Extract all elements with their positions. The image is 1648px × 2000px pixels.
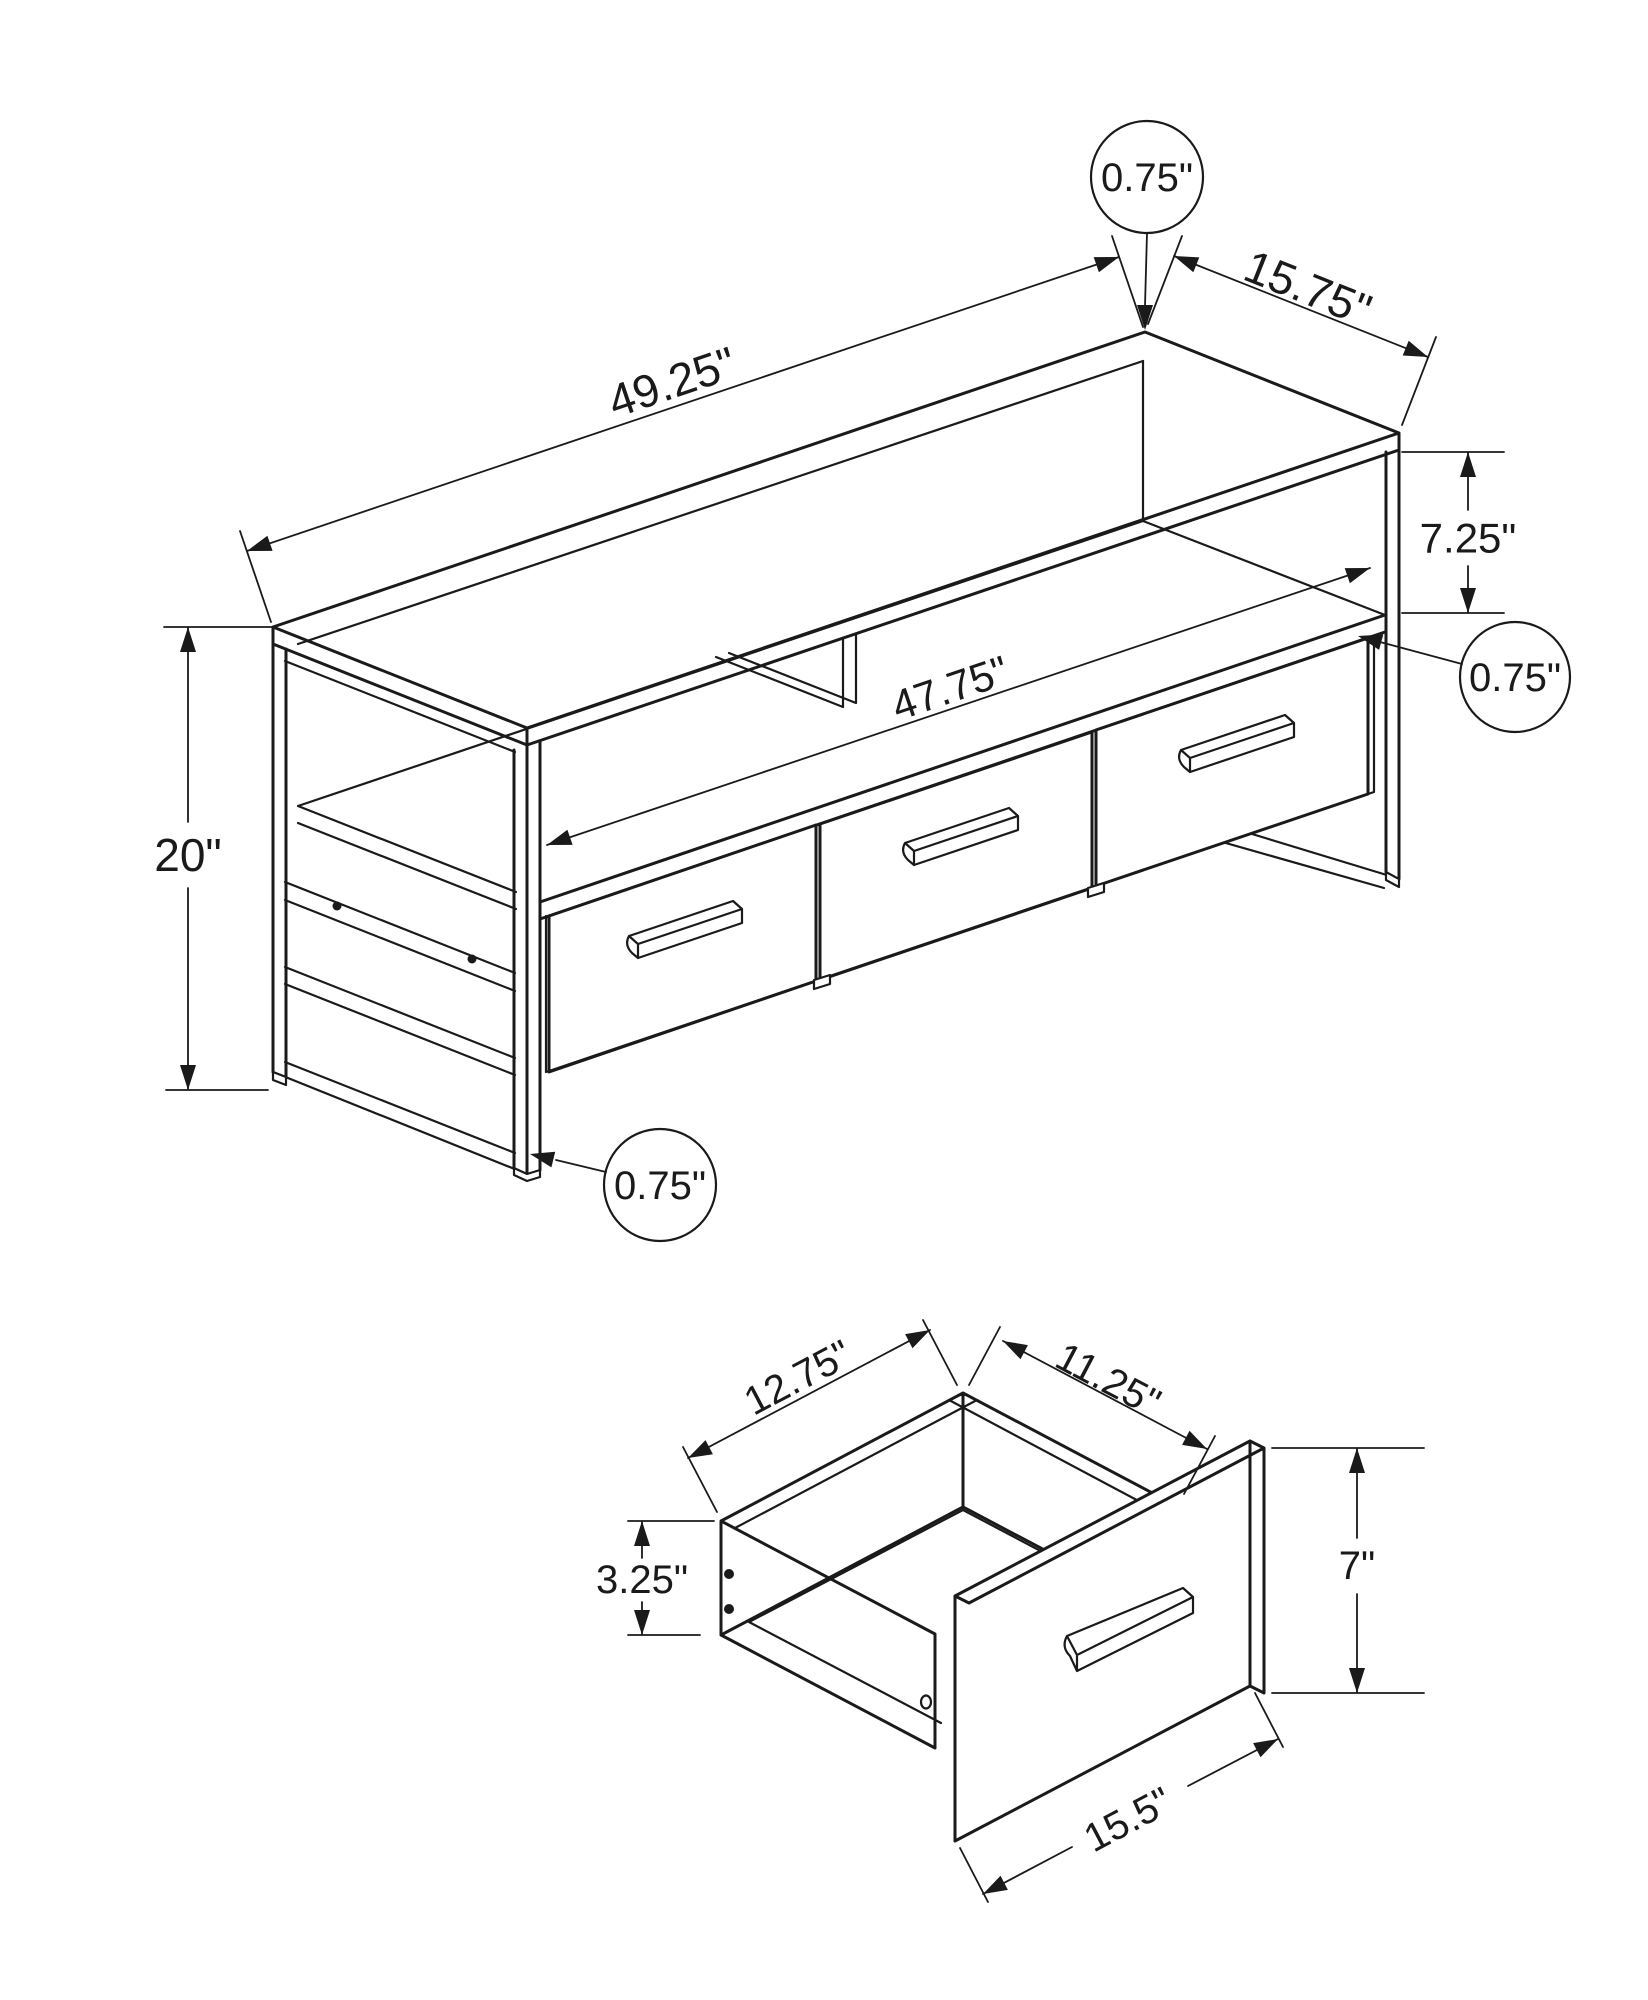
dim-shelf-clearance-label: 7.25" [1419,514,1517,562]
drawer-side-screw [724,1569,734,1579]
dim-height-20 [154,627,272,1090]
dim-depth-label: 15.75" [1237,239,1379,337]
dim-drawer-side-height-3-25 [596,1521,714,1635]
drawer-drawing [596,1320,1424,1902]
dim-opening-width-label: 47.75" [885,646,1015,730]
callout-leader [1145,233,1147,306]
callout-leader [556,1160,606,1172]
dim-drawer-inner-depth-label: 11.25" [1048,1334,1168,1426]
left-panel-screw [468,955,477,964]
drawer-side-screw [724,1604,734,1614]
dim-length-label: 49.25" [601,336,743,428]
callout-leader [1380,642,1462,664]
tv-stand-drawing [154,121,1570,1241]
dim-drawer-side-height-label: 3.25" [595,1558,689,1602]
dim-height-label: 20" [154,829,222,881]
dim-drawer-front-width-label: 15.5" [1077,1779,1179,1861]
callout-shelf-thickness [1358,622,1570,732]
left-panel-screw [333,902,342,911]
callout-arrowhead [530,1152,555,1168]
dim-shelf-clearance-7-25 [1402,452,1516,613]
callout-frame-thickness [530,1129,716,1241]
callout-top-thickness-label: 0.75" [1100,156,1194,200]
callout-shelf-thickness-label: 0.75" [1468,656,1562,700]
left-panel-lines [285,661,515,1153]
callout-frame-thickness-label: 0.75" [613,1164,707,1208]
dim-drawer-inner-width-label: 12.75" [737,1331,859,1425]
dim-drawer-front-height-label: 7" [1338,1544,1376,1588]
dim-drawer-front-height-7 [1272,1448,1424,1693]
callout-top-thickness [1091,121,1203,330]
